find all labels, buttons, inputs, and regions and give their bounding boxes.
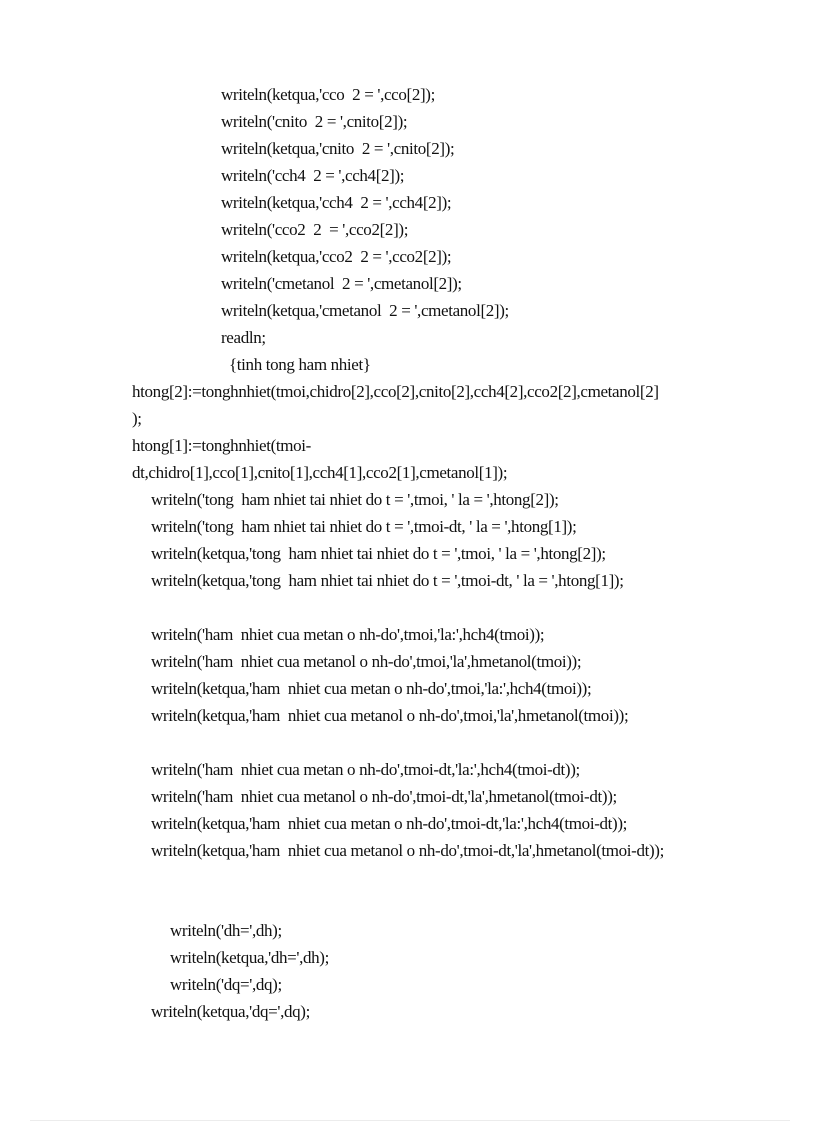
code-line: writeln(ketqua,'ham nhiet cua metan o nh-do',tmoi-dt,'la:',hch4(tmoi-dt));: [151, 814, 628, 833]
code-line: writeln(ketqua,'tong ham nhiet tai nhiet do t = ',tmoi, ' la = ',htong[2]);: [151, 544, 606, 563]
code-line: writeln('cch4 2 = ',cch4[2]);: [221, 166, 405, 185]
code-line: writeln('tong ham nhiet tai nhiet do t = ',tmoi, ' la = ',htong[2]);: [151, 490, 559, 509]
code-line: writeln('cmetanol 2 = ',cmetanol[2]);: [221, 274, 462, 293]
code-line: writeln('dq=',dq);: [170, 975, 282, 994]
code-line: writeln(ketqua,'ham nhiet cua metan o nh-do',tmoi,'la:',hch4(tmoi));: [151, 679, 592, 698]
code-line: writeln(ketqua,'ham nhiet cua metanol o nh-do',tmoi-dt,'la',hmetanol(tmoi-dt));: [151, 841, 664, 860]
code-line: writeln('ham nhiet cua metan o nh-do',tmoi,'la:',hch4(tmoi));: [151, 625, 545, 644]
page-bottom-divider: [30, 1120, 790, 1121]
code-line: htong[2]:=tonghnhiet(tmoi,chidro[2],cco[2],cnito[2],cch4[2],cco2[2],cmetanol[2]: [132, 382, 659, 401]
code-line: writeln(ketqua,'cmetanol 2 = ',cmetanol[2]);: [221, 301, 509, 320]
code-line: readln;: [221, 328, 266, 347]
code-line: writeln(ketqua,'cch4 2 = ',cch4[2]);: [221, 193, 452, 212]
code-line: writeln(ketqua,'cco2 2 = ',cco2[2]);: [221, 247, 452, 266]
code-line: writeln('ham nhiet cua metan o nh-do',tmoi-dt,'la:',hch4(tmoi-dt));: [151, 760, 580, 779]
code-comment: {tinh tong ham nhiet}: [229, 355, 371, 374]
code-line: writeln('cnito 2 = ',cnito[2]);: [221, 112, 408, 131]
code-line: );: [132, 409, 142, 428]
code-line: writeln('ham nhiet cua metanol o nh-do',tmoi-dt,'la',hmetanol(tmoi-dt));: [151, 787, 617, 806]
code-line: writeln(ketqua,'tong ham nhiet tai nhiet do t = ',tmoi-dt, ' la = ',htong[1]);: [151, 571, 624, 590]
code-line: writeln(ketqua,'cco 2 = ',cco[2]);: [221, 85, 435, 104]
code-line: writeln('cco2 2 = ',cco2[2]);: [221, 220, 409, 239]
code-line: htong[1]:=tonghnhiet(tmoi-: [132, 436, 311, 455]
code-line: writeln(ketqua,'dh=',dh);: [170, 948, 329, 967]
code-line: writeln(ketqua,'cnito 2 = ',cnito[2]);: [221, 139, 455, 158]
code-line: writeln('tong ham nhiet tai nhiet do t = ',tmoi-dt, ' la = ',htong[1]);: [151, 517, 577, 536]
code-line: dt,chidro[1],cco[1],cnito[1],cch4[1],cco2[1],cmetanol[1]);: [132, 463, 508, 482]
code-line: writeln(ketqua,'ham nhiet cua metanol o nh-do',tmoi,'la',hmetanol(tmoi));: [151, 706, 629, 725]
code-line: writeln('ham nhiet cua metanol o nh-do',tmoi,'la',hmetanol(tmoi));: [151, 652, 582, 671]
code-line: writeln('dh=',dh);: [170, 921, 282, 940]
code-line: writeln(ketqua,'dq=',dq);: [151, 1002, 310, 1021]
